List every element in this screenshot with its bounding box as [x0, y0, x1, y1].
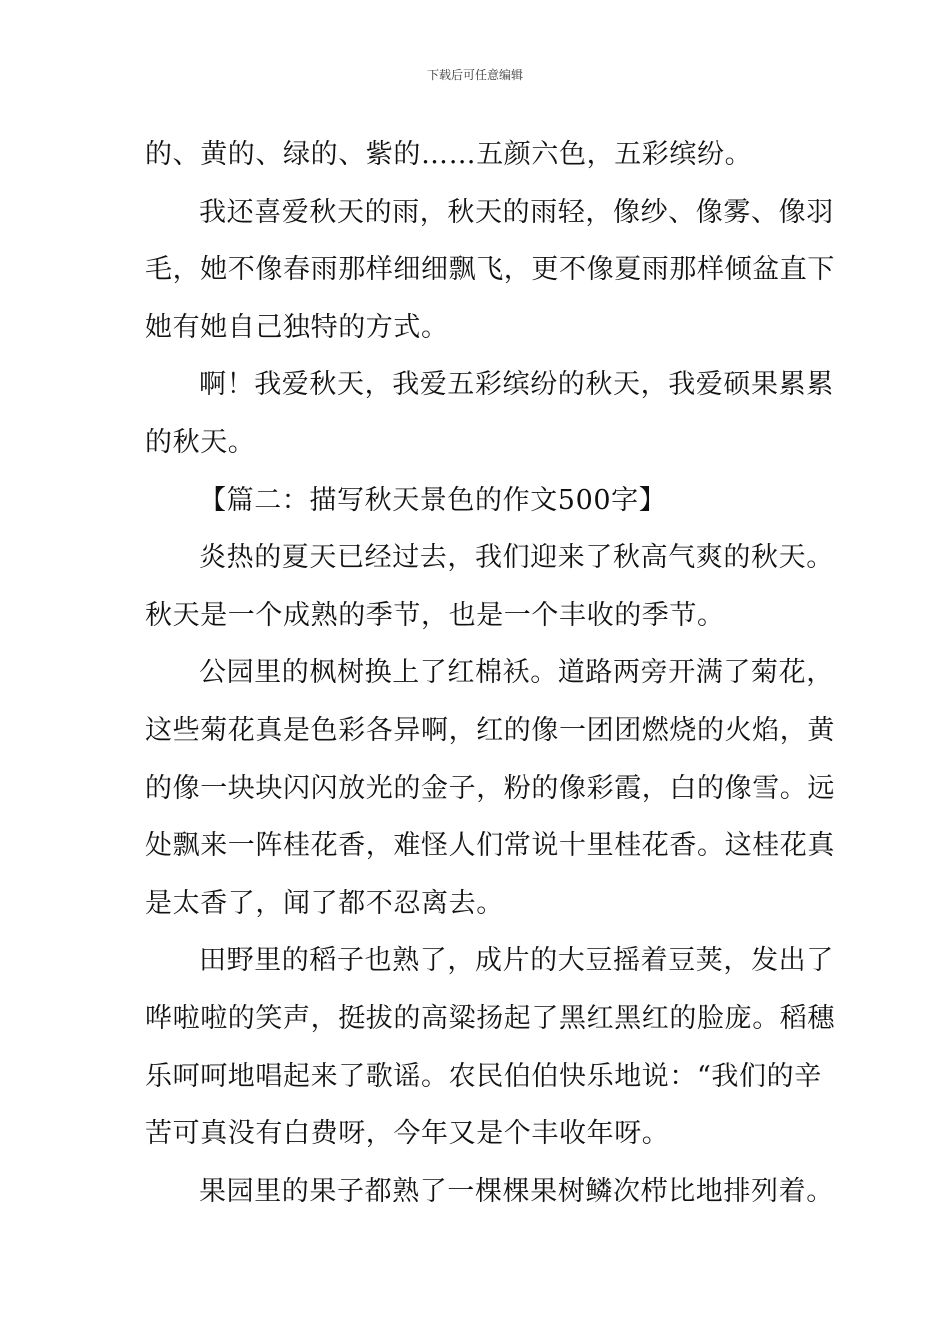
text-line: 啊！我爱秋天，我爱五彩缤纷的秋天，我爱硕果累累 [199, 369, 834, 401]
text-line: 哗啦啦的笑声，挺拔的高粱扬起了黑红黑红的脸庞。稻穗 [145, 1002, 835, 1034]
text-line: 的、黄的、绿的、紫的……五颜六色，五彩缤纷。 [145, 139, 753, 170]
header-note: 下载后可任意编辑 [426, 68, 523, 82]
text-line: 处飘来一阵桂花香，难怪人们常说十里桂花香。这桂花真 [145, 830, 835, 862]
text-line: 炎热的夏天已经过去，我们迎来了秋高气爽的秋天。 [199, 542, 834, 574]
text-line: 田野里的稻子也熟了，成片的大豆摇着豆荚，发出了 [199, 945, 834, 977]
text-line: 果园里的果子都熟了一棵棵果树鳞次栉比地排列着。 [199, 1175, 834, 1207]
document-body [145, 126, 835, 1220]
text-line: 秋天是一个成熟的季节，也是一个丰收的季节。 [145, 599, 725, 631]
text-line: 的秋天。 [145, 426, 256, 458]
text-line: 的像一块块闪闪放光的金子，粉的像彩霞，白的像雪。远 [145, 772, 835, 804]
text-line: 是太香了，闻了都不忍离去。 [145, 887, 504, 919]
text-line: 公园里的枫树换上了红棉袄。道路两旁开满了菊花， [199, 657, 834, 689]
text-line: 她有她自己独特的方式。 [145, 311, 449, 343]
text-line: 苦可真没有白费呀，今年又是个丰收年呀。 [145, 1118, 670, 1150]
text-line: 乐呵呵地唱起来了歌谣。农民伯伯快乐地说：“我们的辛 [145, 1060, 822, 1092]
section-heading: 【篇二：描写秋天景色的作文500字】 [199, 484, 667, 516]
text-line: 我还喜爱秋天的雨，秋天的雨轻，像纱、像雾、像羽 [199, 196, 834, 228]
text-line: 这些菊花真是色彩各异啊，红的像一团团燃烧的火焰，黄 [145, 714, 835, 746]
text-line: 毛，她不像春雨那样细细飘飞，更不像夏雨那样倾盆直下 [145, 254, 835, 286]
